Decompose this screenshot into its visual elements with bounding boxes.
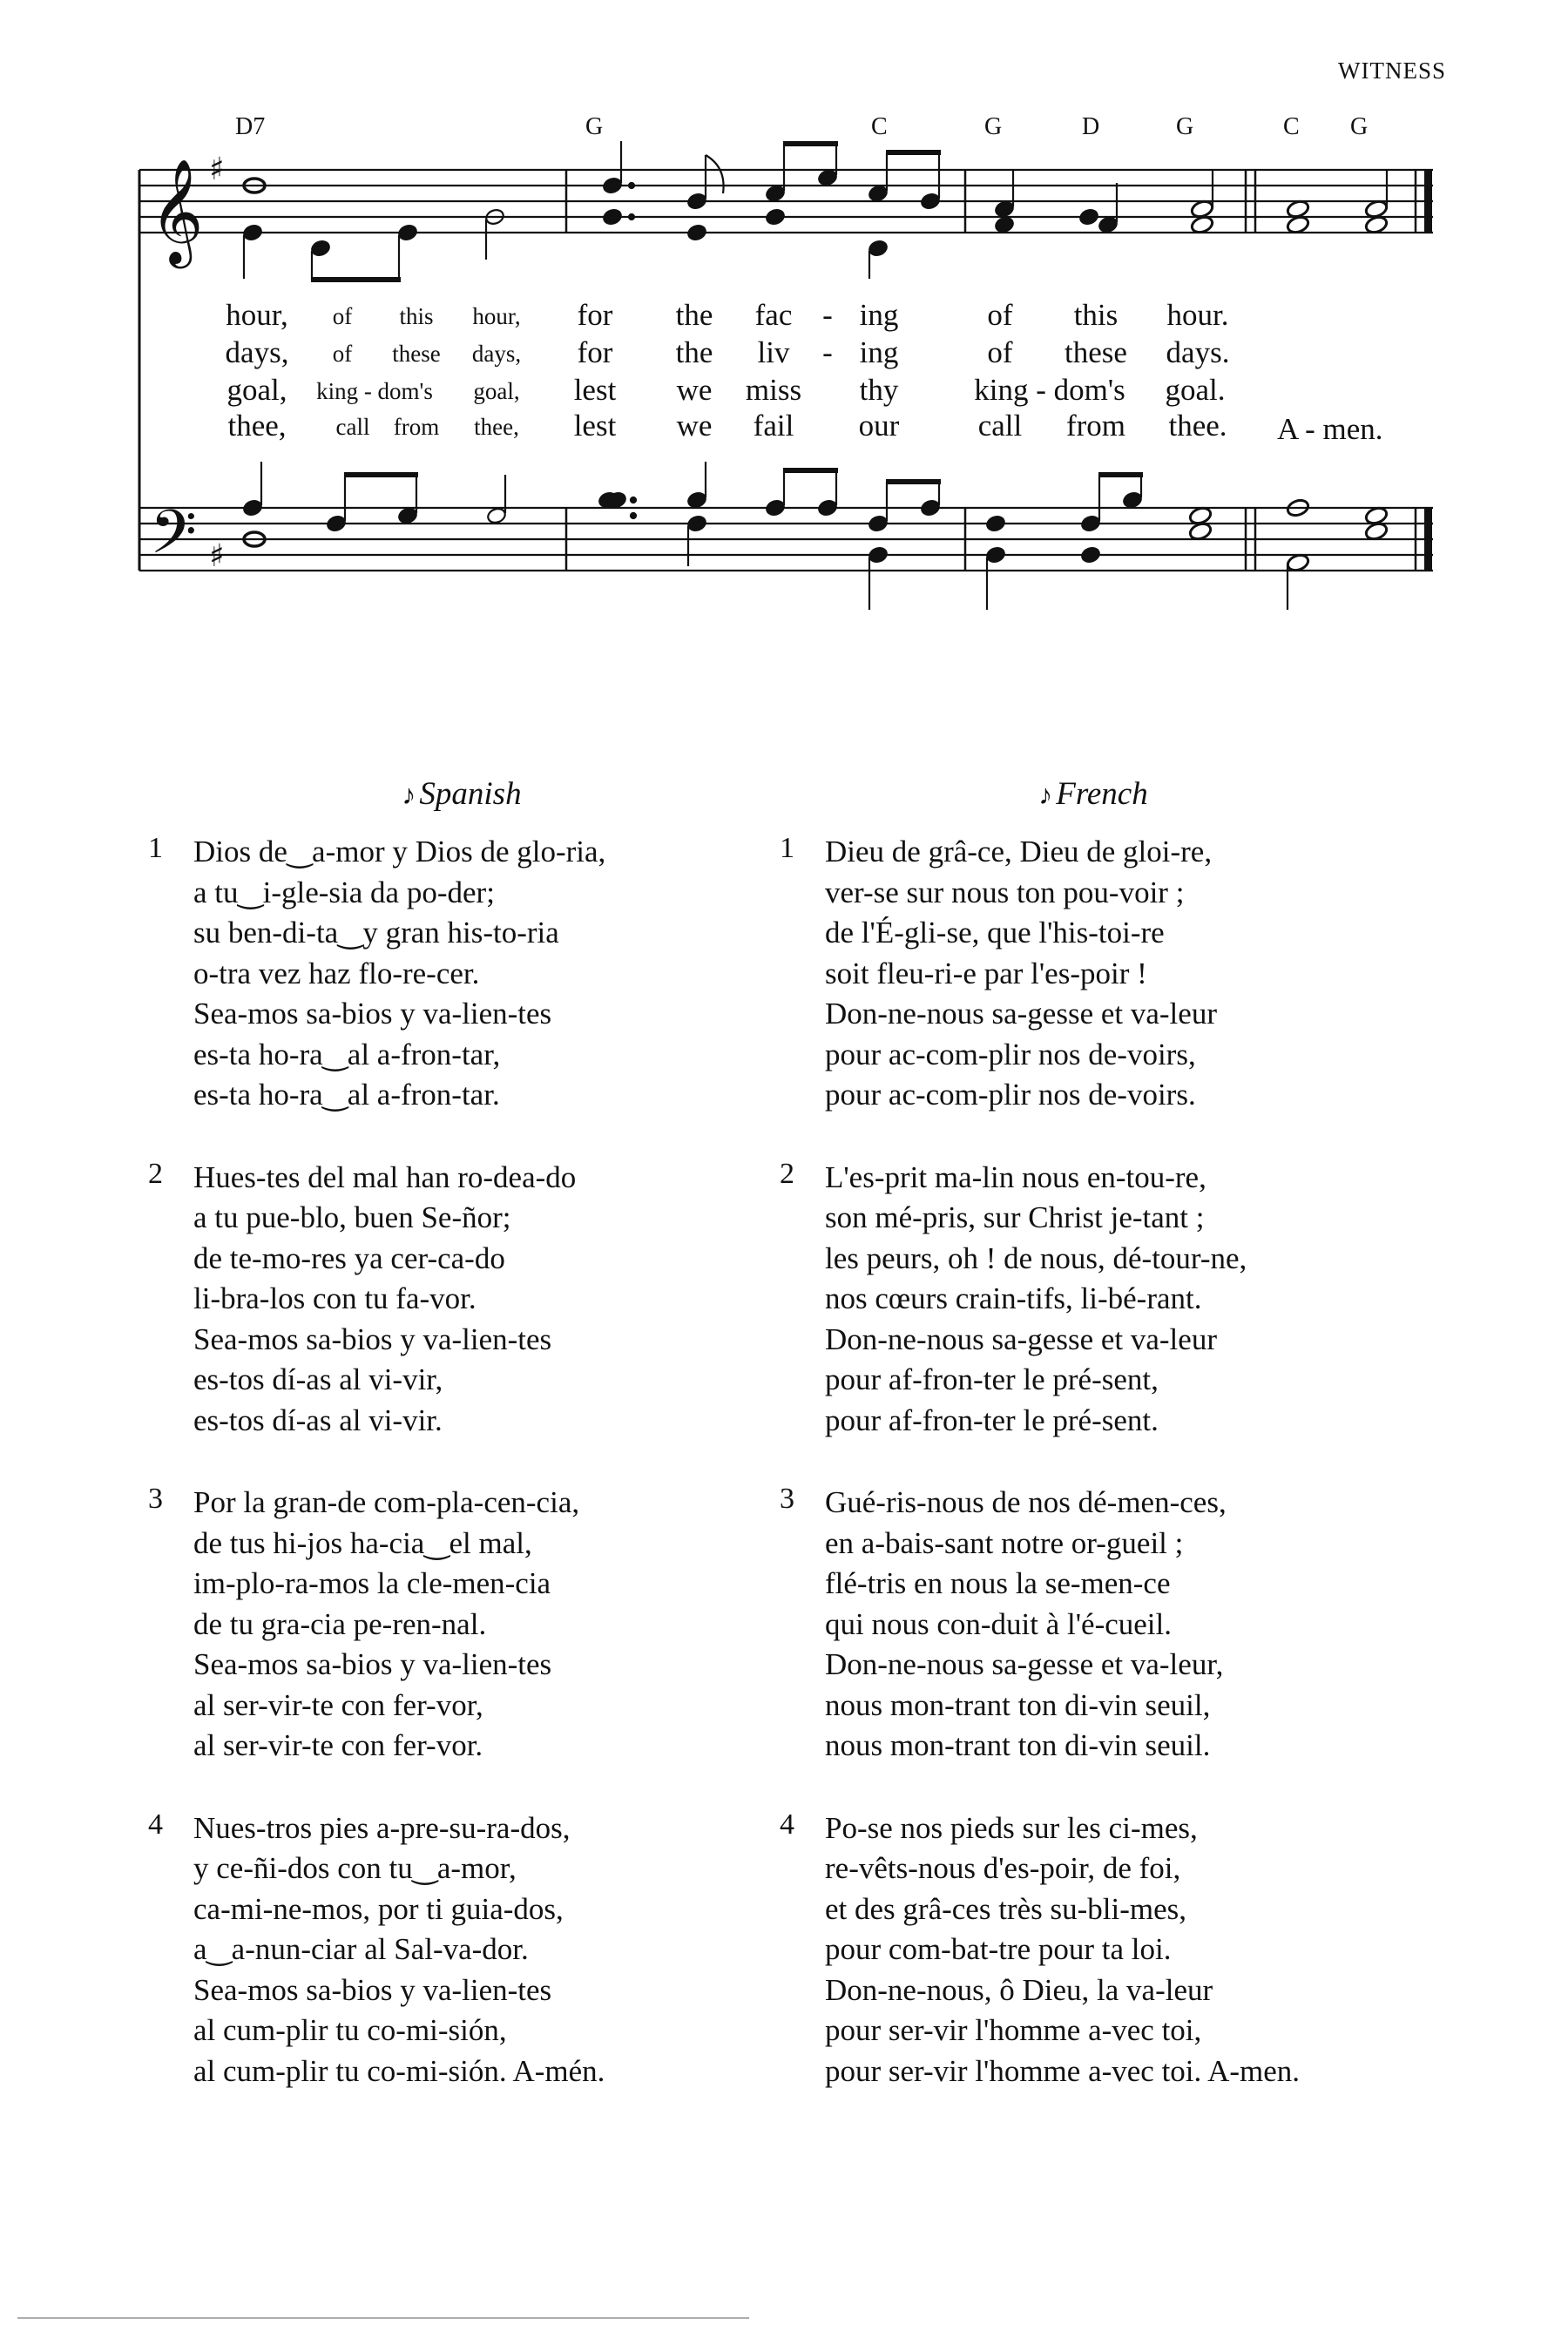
- amen-lyric: A - men.: [1277, 412, 1383, 446]
- verse-number: 3: [780, 1483, 794, 1515]
- spanish-verse-1: [148, 832, 775, 1116]
- verse-line: a‿a-nun-ciar al Sal-va-dor.: [193, 1932, 529, 1966]
- verse-line: re-vêts-nous d'es-poir, de foi,: [825, 1851, 1181, 1885]
- verse-line: pour ser-vir l'homme a-vec toi,: [825, 2013, 1202, 2047]
- bass-key-sharp: ♯: [209, 538, 225, 574]
- verse-line: es-tos dí-as al vi-vir.: [193, 1402, 443, 1437]
- verse-line: L'es-prit ma-lin nous en-tou-re,: [825, 1159, 1206, 1194]
- lyric-syllable: days,: [471, 341, 522, 367]
- final-barline-bass: [1424, 508, 1432, 571]
- lyric-syllable: these: [1064, 335, 1127, 369]
- verse-line: Don-ne-nous sa-gesse et va-leur: [825, 997, 1217, 1031]
- french-verse-4: [780, 1808, 1407, 2092]
- lyric-syllable: our: [858, 409, 900, 443]
- verse-line: es-ta ho-ra‿al a-fron-tar.: [193, 1078, 500, 1112]
- verse-number: 4: [780, 1808, 794, 1841]
- spanish-title: Spanish: [419, 776, 522, 812]
- lyric-line-3: [0, 373, 1568, 409]
- french-verse-2: [780, 1158, 1407, 1442]
- verse-line: Hues-tes del mal han ro-dea-do: [193, 1159, 577, 1194]
- verse-line: et des grâ-ces très su-bli-mes,: [825, 1891, 1186, 1926]
- verse-number: 3: [148, 1483, 163, 1515]
- verse-line: Nues-tros pies a-pre-su-ra-dos,: [193, 1810, 571, 1845]
- verse-line: ca-mi-ne-mos, por ti guia-dos,: [193, 1891, 564, 1926]
- verse-line: pour af-fron-ter le pré-sent,: [825, 1362, 1159, 1396]
- verse-line: Sea-mos sa-bios y va-lien-tes: [193, 1321, 552, 1356]
- french-title: French: [1056, 776, 1148, 812]
- verse-line: nous mon-trant ton di-vin seuil.: [825, 1728, 1211, 1762]
- lyric-syllable: goal.: [1165, 373, 1226, 407]
- lyric-line-1: [0, 298, 1568, 335]
- lyric-syllable: the: [675, 335, 713, 369]
- verse-line: Gué-ris-nous de nos dé-men-ces,: [825, 1485, 1227, 1519]
- chord-symbol: D7: [235, 113, 266, 140]
- verse-line: de tus hi-jos ha-cia‿el mal,: [193, 1525, 532, 1560]
- lyric-syllable: -: [822, 298, 833, 332]
- lyric-syllable: for: [577, 335, 613, 369]
- treble-key-sharp: ♯: [209, 152, 225, 187]
- verse-line: al ser-vir-te con fer-vor,: [193, 1687, 483, 1722]
- verse-line: pour ac-com-plir nos de-voirs,: [825, 1037, 1196, 1071]
- chord-symbol: C: [1283, 113, 1300, 140]
- verse-line: a tu‿i-gle-sia da po-der;: [193, 875, 495, 909]
- lyric-syllable: fac: [754, 298, 793, 332]
- lyric-syllable: hour,: [226, 298, 288, 332]
- verse-line: en a-bais-sant notre or-gueil ;: [825, 1525, 1184, 1560]
- verse-line: Po-se nos pieds sur les ci-mes,: [825, 1810, 1198, 1845]
- chord-symbol: C: [871, 113, 888, 140]
- spanish-verse-3: [148, 1483, 775, 1767]
- lyric-syllable: of: [332, 303, 353, 329]
- verse-line: qui nous con-duit à l'é-cueil.: [825, 1606, 1173, 1641]
- lyric-syllable: of: [987, 298, 1013, 332]
- verse-line: Don-ne-nous sa-gesse et va-leur: [825, 1321, 1217, 1356]
- verse-line: Dieu de grâ-ce, Dieu de gloi-re,: [825, 835, 1213, 868]
- verse-number: 1: [148, 832, 163, 864]
- lyric-syllable: thy: [859, 373, 899, 407]
- verse-line: Sea-mos sa-bios y va-lien-tes: [193, 1647, 552, 1681]
- verse-line: de l'É-gli-se, que l'his-toi-re: [825, 916, 1165, 950]
- verse-number: 2: [780, 1157, 794, 1190]
- final-barline: [1424, 170, 1432, 233]
- verse-line: Don-ne-nous sa-gesse et va-leur,: [825, 1647, 1224, 1681]
- lyric-syllable: this: [1073, 298, 1119, 332]
- verse-line: su ben-di-ta‿y gran his-to-ria: [193, 916, 559, 950]
- chord-symbol: G: [1176, 113, 1194, 140]
- verse-line: Por la gran-de com-pla-cen-cia,: [193, 1485, 580, 1519]
- lyric-syllable: this: [399, 303, 434, 329]
- treble-notes: [242, 141, 1389, 282]
- verse-line: de tu gra-cia pe-ren-nal.: [193, 1606, 487, 1641]
- verse-line: im-plo-ra-mos la cle-men-cia: [193, 1566, 551, 1600]
- verse-line: pour com-bat-tre pour ta loi.: [825, 1932, 1172, 1966]
- verse-line: pour af-fron-ter le pré-sent.: [825, 1402, 1159, 1437]
- lyric-syllable: ing: [859, 335, 899, 369]
- chord-symbol: G: [585, 113, 604, 140]
- lyric-syllable: hour,: [472, 303, 521, 329]
- french-column: [780, 775, 1407, 2133]
- lyric-syllable: we: [676, 373, 713, 407]
- verse-line: al ser-vir-te con fer-vor.: [193, 1728, 483, 1762]
- verse-number: 4: [148, 1808, 163, 1841]
- lyric-syllable: call: [977, 409, 1023, 443]
- verse-line: Sea-mos sa-bios y va-lien-tes: [193, 1972, 552, 2007]
- spanish-heading: [148, 775, 775, 813]
- verse-line: flé-tris en nous la se-men-ce: [825, 1566, 1171, 1600]
- spanish-verse-4: [148, 1808, 775, 2092]
- verse-line: soit fleu-ri-e par l'es-poir !: [825, 956, 1147, 990]
- lyric-syllable: miss: [745, 373, 802, 407]
- lyric-syllable: goal,: [226, 373, 287, 407]
- treble-staff: [139, 170, 1433, 233]
- verse-line: Dios de‿a-mor y Dios de glo-ria,: [193, 835, 606, 868]
- lyric-syllable: goal,: [473, 378, 520, 404]
- lyric-syllable: thee,: [227, 409, 287, 443]
- verse-line: son mé-pris, sur Christ je-tant ;: [825, 1200, 1205, 1234]
- lyric-syllable: thee.: [1168, 409, 1227, 443]
- verse-line: li-bra-los con tu fa-vor.: [193, 1281, 476, 1315]
- verse-line: al cum-plir tu co-mi-sión,: [193, 2013, 507, 2047]
- lyric-syllable: from: [1065, 409, 1126, 443]
- verse-line: les peurs, oh ! de nous, dé-tour-ne,: [825, 1240, 1247, 1275]
- french-verse-1: [780, 832, 1407, 1116]
- chord-symbol: D: [1082, 113, 1100, 140]
- lyric-syllable: for: [577, 298, 613, 332]
- chord-symbol: G: [984, 113, 1003, 140]
- verse-line: es-ta ho-ra‿al a-fron-tar,: [193, 1037, 501, 1071]
- verse-line: a tu pue-blo, buen Se-ñor;: [193, 1200, 511, 1234]
- scan-edge-line: [17, 2317, 749, 2319]
- lyric-syllable: hour.: [1166, 298, 1229, 332]
- verse-line: o-tra vez haz flo-re-cer.: [193, 956, 480, 990]
- lyric-syllable: of: [987, 335, 1013, 369]
- lyric-syllable: ing: [859, 298, 899, 332]
- spanish-column: [148, 775, 775, 2133]
- bass-clef-icon: 𝄢: [150, 497, 198, 582]
- lyric-syllable: call: [335, 414, 370, 440]
- verse-line: al cum-plir tu co-mi-sión. A-mén.: [193, 2053, 605, 2088]
- spanish-verse-2: [148, 1158, 775, 1442]
- verse-line: Don-ne-nous, ô Dieu, la va-leur: [825, 1972, 1213, 2007]
- verse-number: 1: [780, 832, 794, 864]
- verse-number: 2: [148, 1157, 163, 1190]
- tune-name: WITNESS: [1338, 57, 1446, 84]
- lyric-syllable: thee,: [474, 414, 519, 440]
- verse-line: ver-se sur nous ton pou-voir ;: [825, 875, 1185, 909]
- lyric-syllable: king - dom's: [974, 373, 1125, 407]
- lyric-syllable: the: [675, 298, 713, 332]
- verse-line: y ce-ñi-dos con tu‿a-mor,: [193, 1851, 517, 1885]
- chord-symbol: G: [1350, 113, 1369, 140]
- lyric-syllable: lest: [573, 373, 617, 407]
- french-verse-3: [780, 1483, 1407, 1767]
- lyric-line-2: [0, 335, 1568, 372]
- lyric-syllable: liv: [757, 335, 790, 369]
- french-heading: [780, 775, 1407, 813]
- lyric-syllable: we: [676, 409, 713, 443]
- verse-line: de te-mo-res ya cer-ca-do: [193, 1240, 505, 1275]
- eighth-note-icon: ♪: [402, 779, 416, 810]
- verse-line: nous mon-trant ton di-vin seuil,: [825, 1687, 1211, 1722]
- eighth-note-icon: ♪: [1038, 779, 1053, 810]
- lyric-syllable: from: [393, 414, 440, 440]
- verse-line: pour ser-vir l'homme a-vec toi. A-men.: [825, 2053, 1301, 2088]
- bass-notes: [242, 462, 1389, 610]
- lyric-syllable: king - dom's: [316, 378, 433, 404]
- verse-line: pour ac-com-plir nos de-voirs.: [825, 1078, 1196, 1112]
- lyric-syllable: fail: [753, 409, 794, 443]
- verse-line: es-tos dí-as al vi-vir,: [193, 1362, 443, 1396]
- verse-line: Sea-mos sa-bios y va-lien-tes: [193, 997, 552, 1031]
- lyric-syllable: days,: [225, 335, 289, 369]
- lyric-syllable: -: [822, 335, 833, 369]
- lyric-syllable: days.: [1166, 335, 1230, 369]
- lyric-syllable: these: [392, 341, 441, 367]
- verse-line: nos cœurs crain-tifs, li-bé-rant.: [825, 1281, 1202, 1315]
- lyric-syllable: of: [332, 341, 353, 367]
- lyric-syllable: lest: [573, 409, 617, 443]
- treble-clef-icon: 𝄞: [150, 158, 204, 264]
